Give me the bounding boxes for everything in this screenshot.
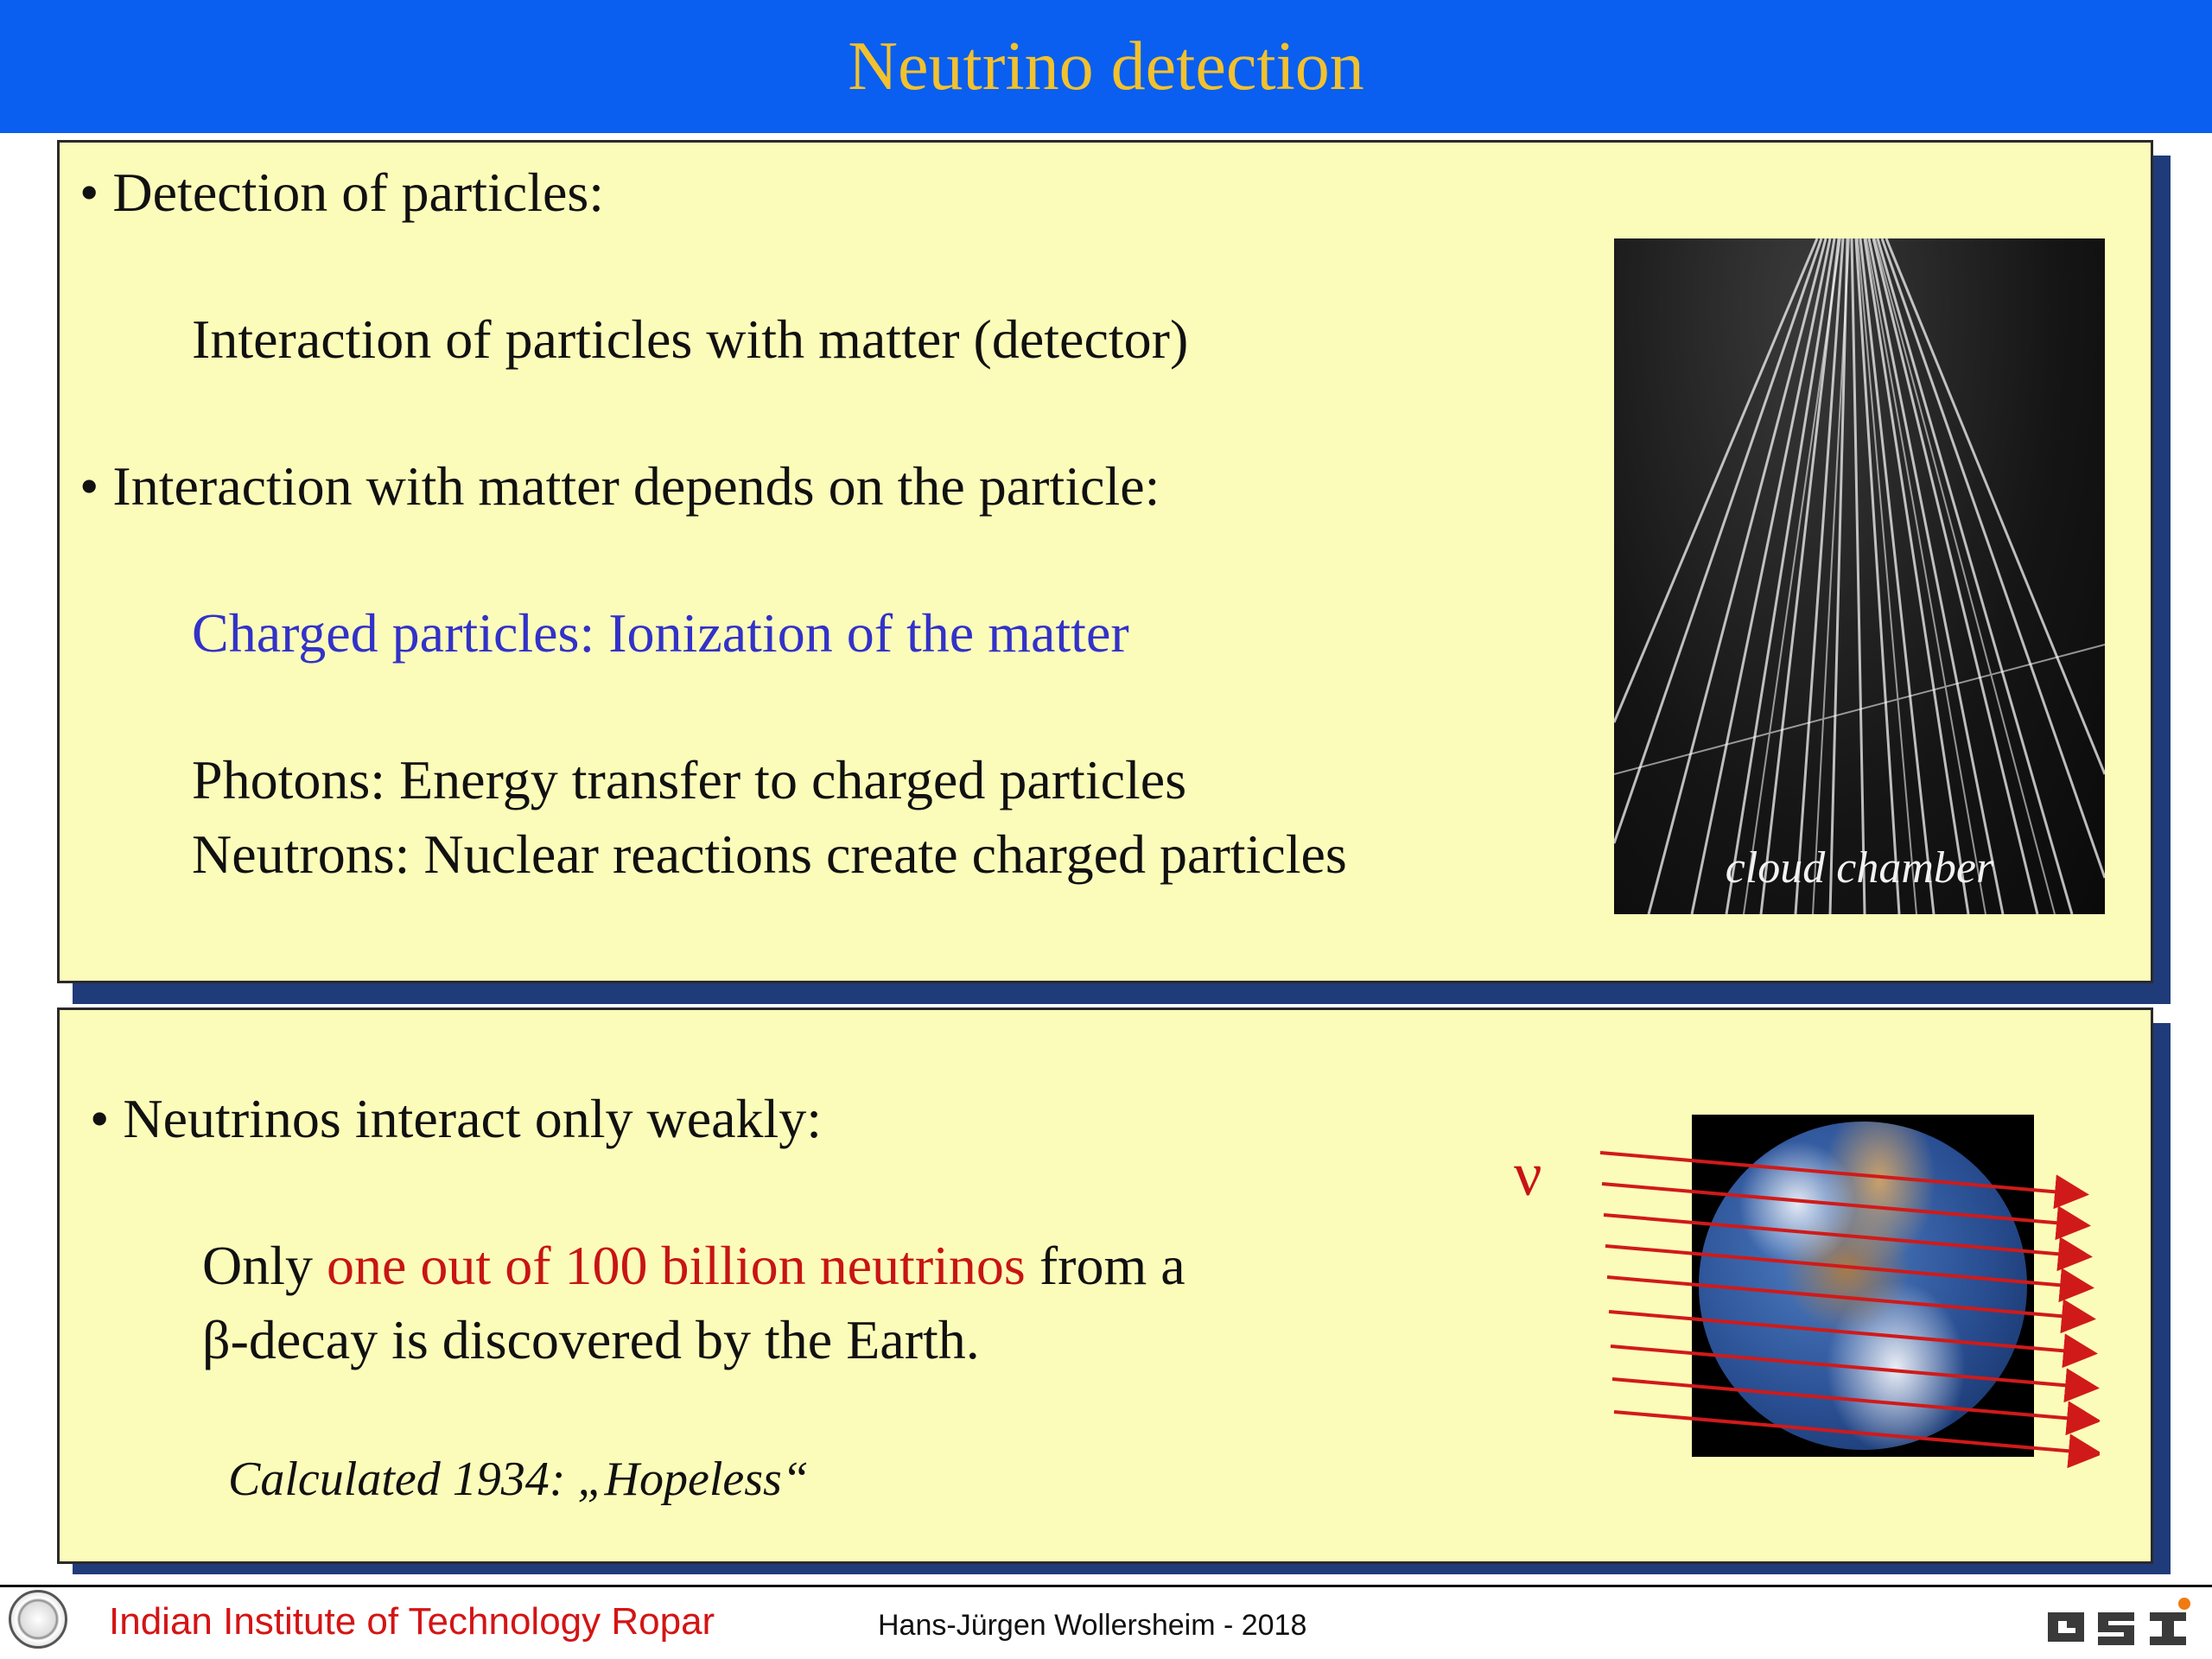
text-interaction-matter: Interaction of particles with matter (detector) [192,308,1189,370]
text-charged: Charged particles: Ionization of the matter [192,602,1129,664]
neutrino-arrows [1590,1141,2100,1469]
photo-caption: cloud chamber [1725,843,1994,893]
gsi-logo-icon [2044,1597,2200,1649]
footer-divider [0,1585,2212,1587]
bullet-neutrinos: • Neutrinos interact only weakly: [90,1088,823,1149]
slide-title: Neutrino detection [848,29,1364,105]
text-calculated: Calculated 1934: „Hopeless“ [228,1452,809,1506]
bullet-detection: • Detection of particles: [79,162,605,223]
nu-symbol: ν [1514,1140,1542,1209]
title-bar [0,0,2212,133]
cloud-chamber-photo [1614,238,2105,914]
text-billion: one out of 100 billion neutrinos [327,1235,1026,1296]
text-from-a: from a [1025,1235,1185,1296]
text-beta-decay: β-decay is discovered by the Earth. [202,1309,980,1370]
text-photons: Photons: Energy transfer to charged particles [192,749,1187,810]
text-only-one [202,1234,1185,1298]
footer-institution: Indian Institute of Technology Ropar [109,1600,715,1643]
bullet-depends: • Interaction with matter depends on the particle: [79,455,1160,517]
text-neutrons: Neutrons: Nuclear reactions create charged particles [192,823,1347,885]
text-only-pre: Only [202,1235,327,1296]
footer-author: Hans-Jürgen Wollersheim - 2018 [878,1609,1307,1642]
iit-ropar-seal-icon [9,1590,67,1649]
cloud-chamber-tracks [1614,238,2105,914]
